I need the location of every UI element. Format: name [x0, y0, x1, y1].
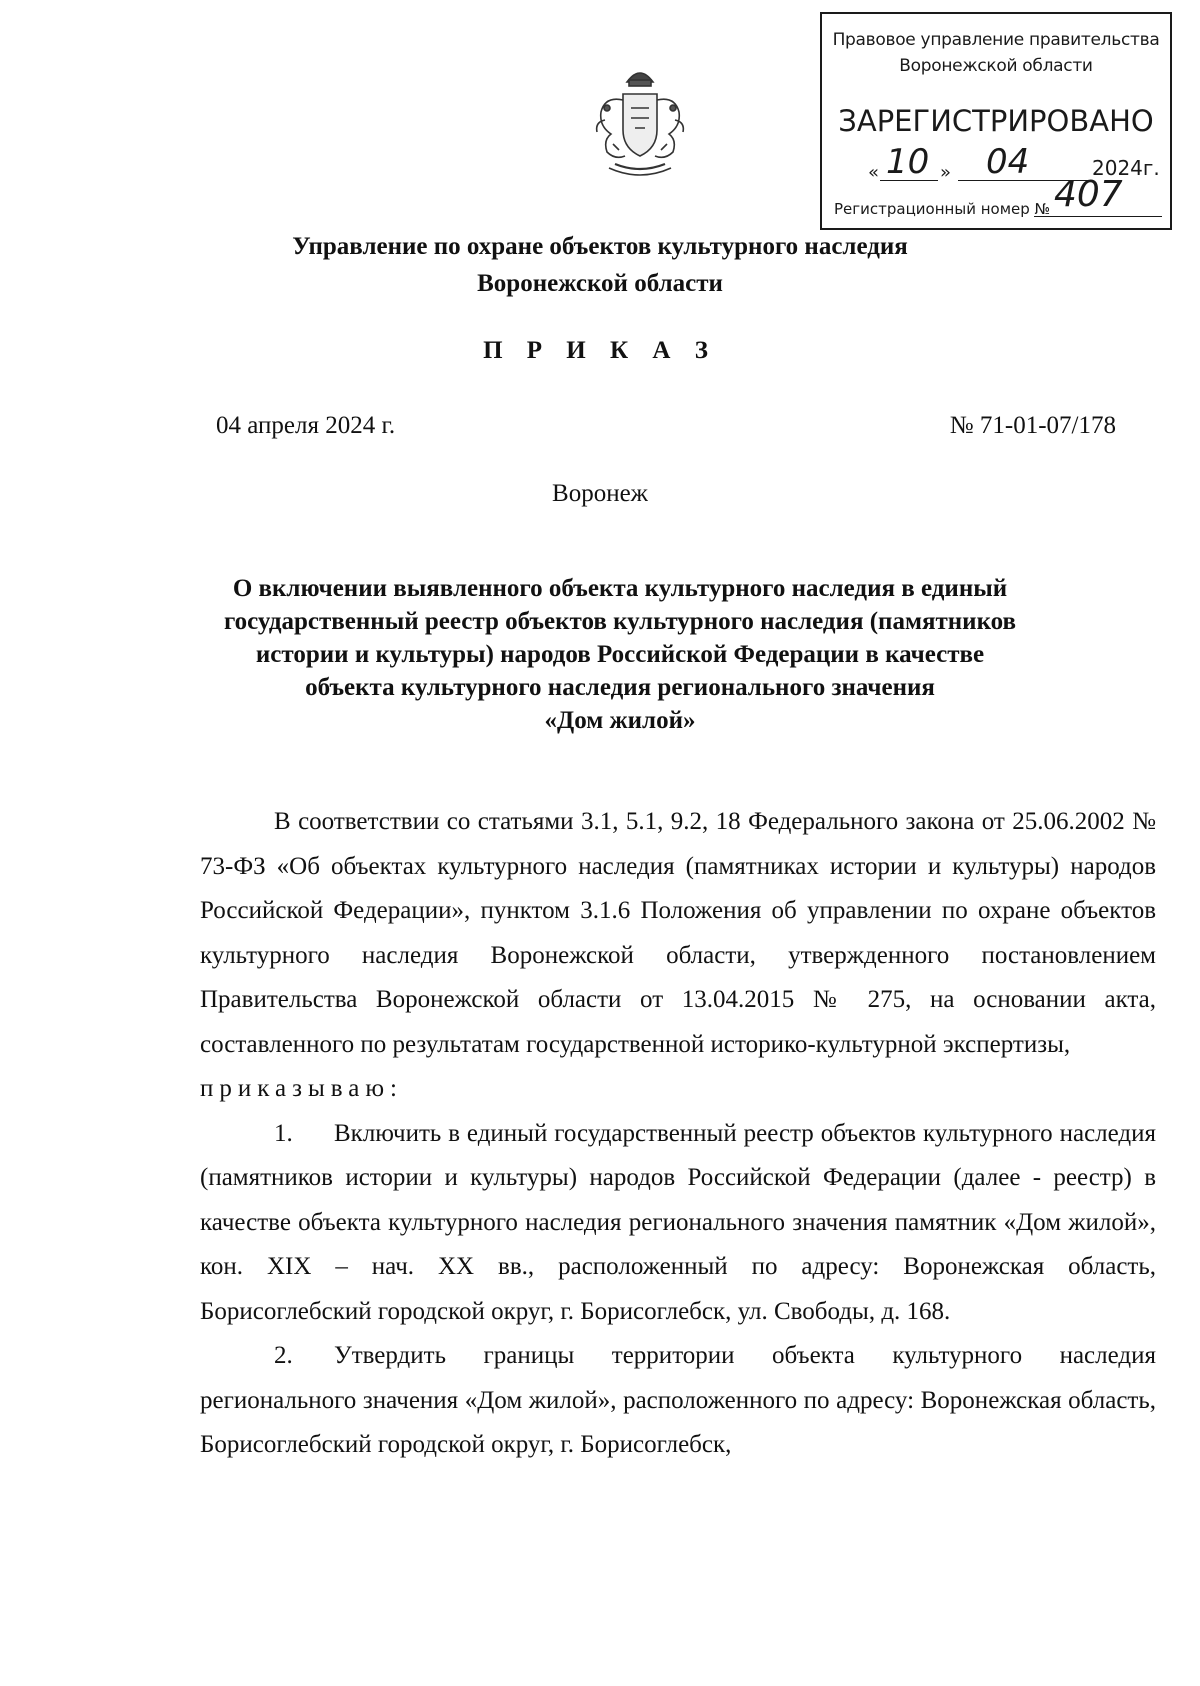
- stamp-underline: [880, 180, 938, 181]
- stamp-authority-line2: Воронежской области: [899, 56, 1093, 76]
- order-item: [200, 1334, 1156, 1468]
- stamp-reg-number-label: Регистрационный номер №: [834, 200, 1051, 218]
- document-type: П Р И К А З: [483, 337, 717, 364]
- document-number: № 71-01-07/178: [949, 412, 1116, 439]
- preamble-paragraph: В соответствии со статьями 3.1, 5.1, 9.2, 18 Федерального закона от 25.06.2002 № 73-ФЗ «Об объектах культурного наследия (памятниках истории и культуры) народов Российской Федерации», пунктом 3.1.6 Положения об управлении по охране объектов культурного наследия Воронежской области, утвержденного постановлением Правительства Воронежской области от 13.04.2015 № 275, на основании акта, составленного по результатам государственной историко-культурной экспертизы,: [200, 808, 1156, 1058]
- subject-line: О включении выявленного объекта культурного наследия в единый: [232, 575, 1008, 602]
- document-body: [200, 800, 1156, 1468]
- coat-of-arms-icon: [585, 60, 695, 180]
- item-text: Включить в единый государственный реестр объектов культурного наследия (памятников истории и культуры) народов Российской Федерации (далее - реестр) в качестве объекта культурного наследия регионального значения памятник «Дом жилой», кон. XIX – нач. XX вв., расположенный по адресу: Воронежская область, Борисоглебский городской округ, г. Борисоглебск, ул. Свободы, д. 168.: [200, 1119, 1156, 1325]
- order-item: [200, 1112, 1156, 1335]
- item-number: 2.: [274, 1342, 293, 1369]
- item-number: 1.: [274, 1119, 293, 1147]
- stamp-day: 10: [886, 142, 930, 182]
- organization-line: Воронежской области: [477, 270, 723, 297]
- stamp-year: 2024г.: [1092, 156, 1160, 180]
- item-text: Утвердить границы территории объекта культурного наследия регионального значения «Дом жилой», расположенного по адресу: Воронежская область, Борисоглебский городской округ, г. Борисоглебск,: [200, 1342, 1156, 1458]
- stamp-reg-number: 407: [1054, 174, 1123, 215]
- subject-line: государственный реестр объектов культурного наследия (памятников: [223, 608, 1017, 635]
- order-word: приказываю:: [200, 1075, 403, 1102]
- document-city: Воронеж: [552, 480, 648, 507]
- subject-line: объекта культурного наследия регионального значения: [305, 674, 935, 701]
- stamp-underline: [1034, 216, 1162, 217]
- document-date: 04 апреля 2024 г.: [216, 412, 396, 439]
- organization-line: Управление по охране объектов культурного наследия: [292, 233, 908, 260]
- organization-name: [0, 228, 1200, 302]
- registration-stamp: [820, 12, 1172, 230]
- stamp-quote-close: »: [940, 162, 952, 183]
- stamp-authority-line1: Правовое управление правительства: [832, 30, 1160, 50]
- subject-line: истории и культуры) народов Российской Федерации в качестве: [255, 641, 985, 668]
- stamp-month: 04: [986, 142, 1030, 182]
- subject-line: «Дом жилой»: [544, 707, 696, 734]
- document-subject: [180, 572, 1060, 737]
- stamp-quote-open: «: [868, 162, 880, 183]
- stamp-registered-label: ЗАРЕГИСТРИРОВАНО: [838, 104, 1154, 138]
